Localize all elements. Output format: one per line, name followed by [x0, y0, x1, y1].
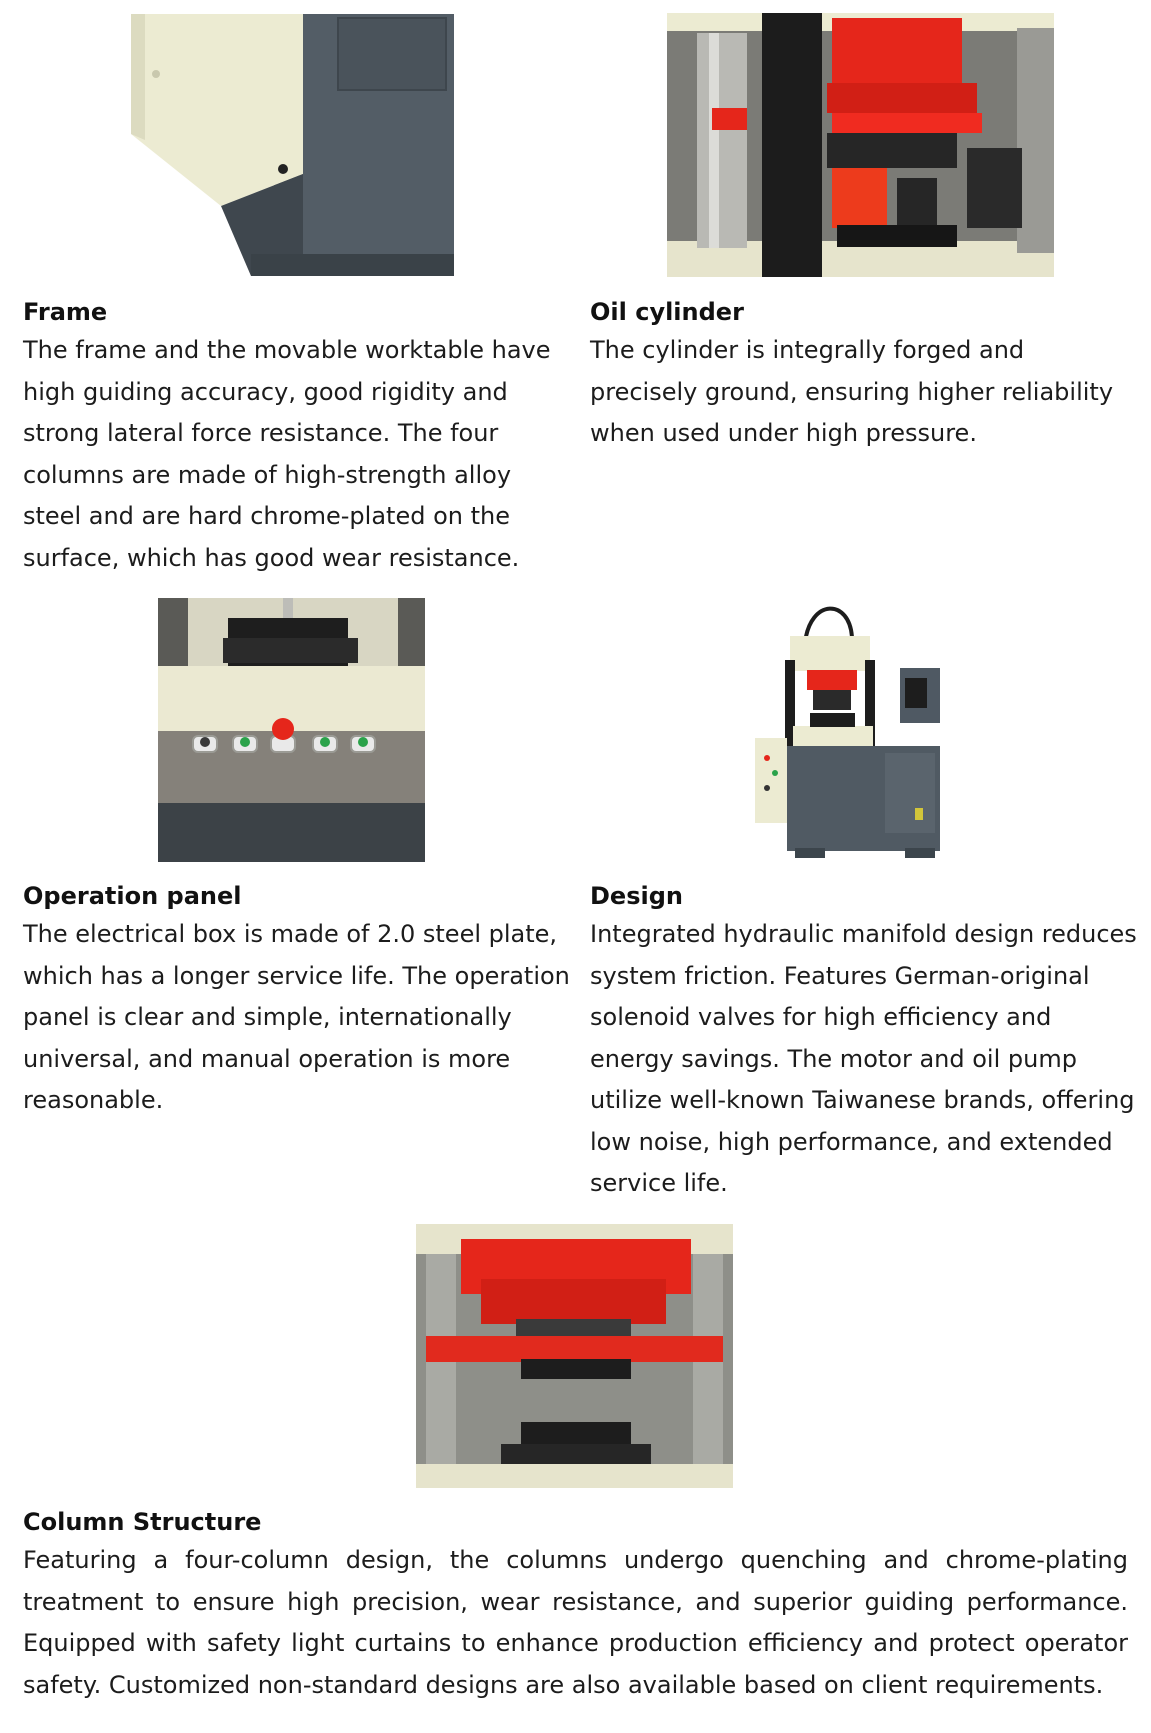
operation-panel-description: The electrical box is made of 2.0 steel plate, which has a longer service life. The operation panel is clear and simple, internationally universal, and manual operation is more reasonable.: [23, 920, 570, 1114]
oil-cylinder-description: The cylinder is integrally forged and precisely ground, ensuring higher reliability when used under high pressure.: [590, 336, 1114, 447]
frame-feature: [23, 294, 563, 579]
operation-panel-photo: [158, 598, 425, 862]
frame-title: Frame: [23, 298, 108, 326]
column-structure-title: Column Structure: [23, 1508, 262, 1536]
design-machine-photo: [755, 598, 962, 862]
operation-panel-feature: [23, 878, 583, 1122]
design-feature: [590, 878, 1140, 1205]
column-structure-description: Featuring a four-column design, the columns undergo quenching and chrome-plating treatment to ensure high precision, wear resistance, and superior guiding performance. Equipped with safety light curtains to enhance production efficiency and protect operator safety. Customized non-standard designs are also available based on client requirements.: [23, 1546, 1128, 1699]
design-description: Integrated hydraulic manifold design reduces system friction. Features German-original solenoid valves for high efficiency and energy savings. The motor and oil pump utilize well-known Taiwanese brands, offering low noise, high performance, and extended service life.: [590, 920, 1137, 1197]
frame-photo: [131, 14, 454, 276]
column-structure-photo: [416, 1224, 733, 1488]
frame-description: The frame and the movable worktable have high guiding accuracy, good rigidity and strong lateral force resistance. The four columns are made of high-strength alloy steel and are hard chrome-plated on the surface, which has good wear resistance.: [23, 336, 551, 572]
oil-cylinder-photo: [667, 13, 1054, 277]
operation-panel-title: Operation panel: [23, 882, 242, 910]
oil-cylinder-title: Oil cylinder: [590, 298, 744, 326]
column-structure-feature: [23, 1504, 1128, 1706]
oil-cylinder-feature: [590, 294, 1135, 455]
design-title: Design: [590, 882, 683, 910]
